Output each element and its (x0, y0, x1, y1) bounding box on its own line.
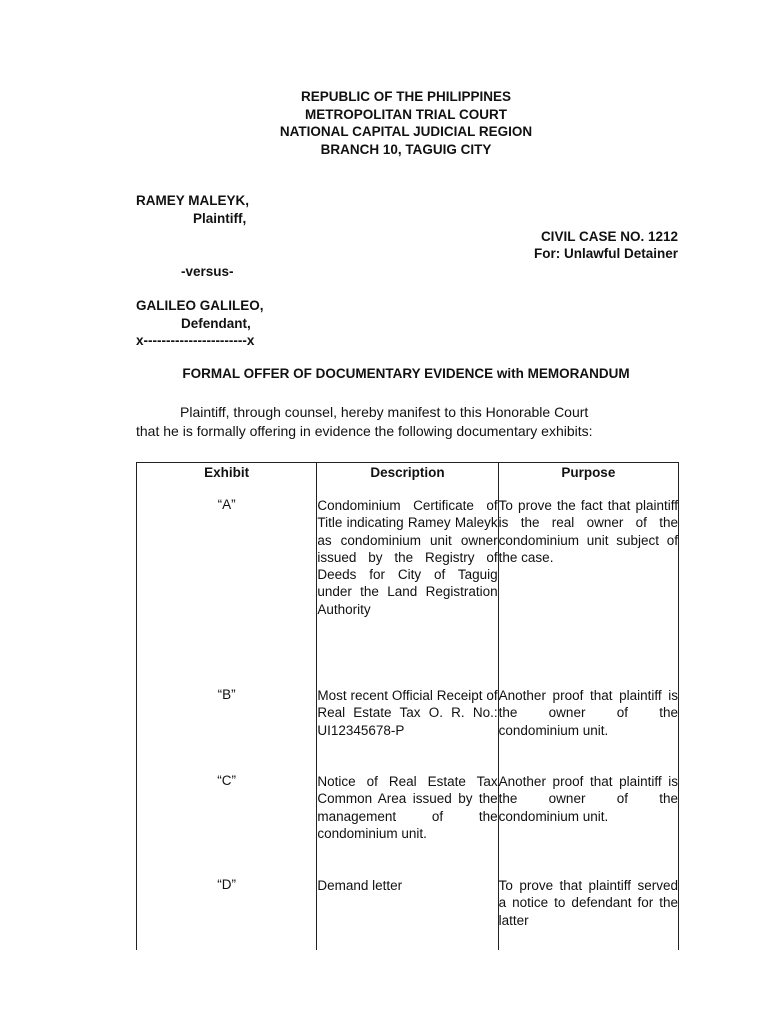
plaintiff-name: RAMEY MALEYK, (136, 193, 250, 208)
intro-line-2: that he is formally offering in evidence the following documentary exhibits: (136, 423, 593, 439)
defendant-role: Defendant, (181, 316, 251, 331)
header-purpose: Purpose (498, 463, 678, 490)
purpose-cell: Another proof that plaintiff is the owner of the condominium unit. (498, 765, 678, 869)
header-description: Description (317, 463, 498, 490)
exhibit-cell: “C” (137, 765, 317, 869)
defendant-name: GALILEO GALILEO, (136, 298, 264, 313)
table-row (137, 679, 679, 765)
court-header-line-3: NATIONAL CAPITAL JUDICIAL REGION (279, 124, 533, 139)
intro-line-1: Plaintiff, through counsel, hereby manifest to this Honorable Court (180, 404, 589, 420)
table-header-row (137, 463, 679, 490)
plaintiff-role: Plaintiff, (193, 211, 247, 226)
court-header-line-2: METROPOLITAN TRIAL COURT (305, 106, 507, 122)
document-title: FORMAL OFFER OF DOCUMENTARY EVIDENCE with MEMORANDUM (182, 366, 630, 381)
exhibits-table (136, 462, 679, 950)
case-number: CIVIL CASE NO. 1212 (540, 229, 678, 244)
description-cell: Most recent Official Receipt of Real Estate Tax O. R. No.: UI12345678-P (317, 679, 498, 765)
description-cell: Notice of Real Estate Tax Common Area issued by the management of the condominium unit. (317, 765, 498, 869)
court-header-line-4: BRANCH 10, TAGUIG CITY (320, 141, 492, 157)
court-header (0, 88, 768, 158)
caption-separator: x-----------------------x (136, 333, 255, 348)
description-cell: Demand letter (317, 869, 498, 950)
table-row (137, 489, 679, 679)
description-cell: Condominium Certificate of Title indicating Ramey Maleyk as condominium unit owner issued by the Registry of Deeds for City of Taguig under the Land Registration Authority (317, 489, 498, 679)
intro-paragraph (136, 403, 678, 441)
exhibit-cell: “B” (137, 679, 317, 765)
table-row (137, 869, 679, 950)
case-nature: For: Unlawful Detainer (533, 246, 678, 261)
purpose-cell: To prove the fact that plaintiff is the real owner of the condominium unit subject of the case. (498, 489, 678, 679)
header-exhibit: Exhibit (137, 463, 317, 490)
table-row (137, 765, 679, 869)
purpose-cell: To prove that plaintiff served a notice to defendant for the latter (498, 869, 678, 950)
versus-label: -versus- (181, 264, 234, 279)
court-header-line-1: REPUBLIC OF THE PHILIPPINES (300, 89, 512, 104)
exhibit-cell: “D” (137, 869, 317, 950)
exhibit-cell: “A” (137, 489, 317, 679)
purpose-cell: Another proof that plaintiff is the owner of the condominium unit. (498, 679, 678, 765)
